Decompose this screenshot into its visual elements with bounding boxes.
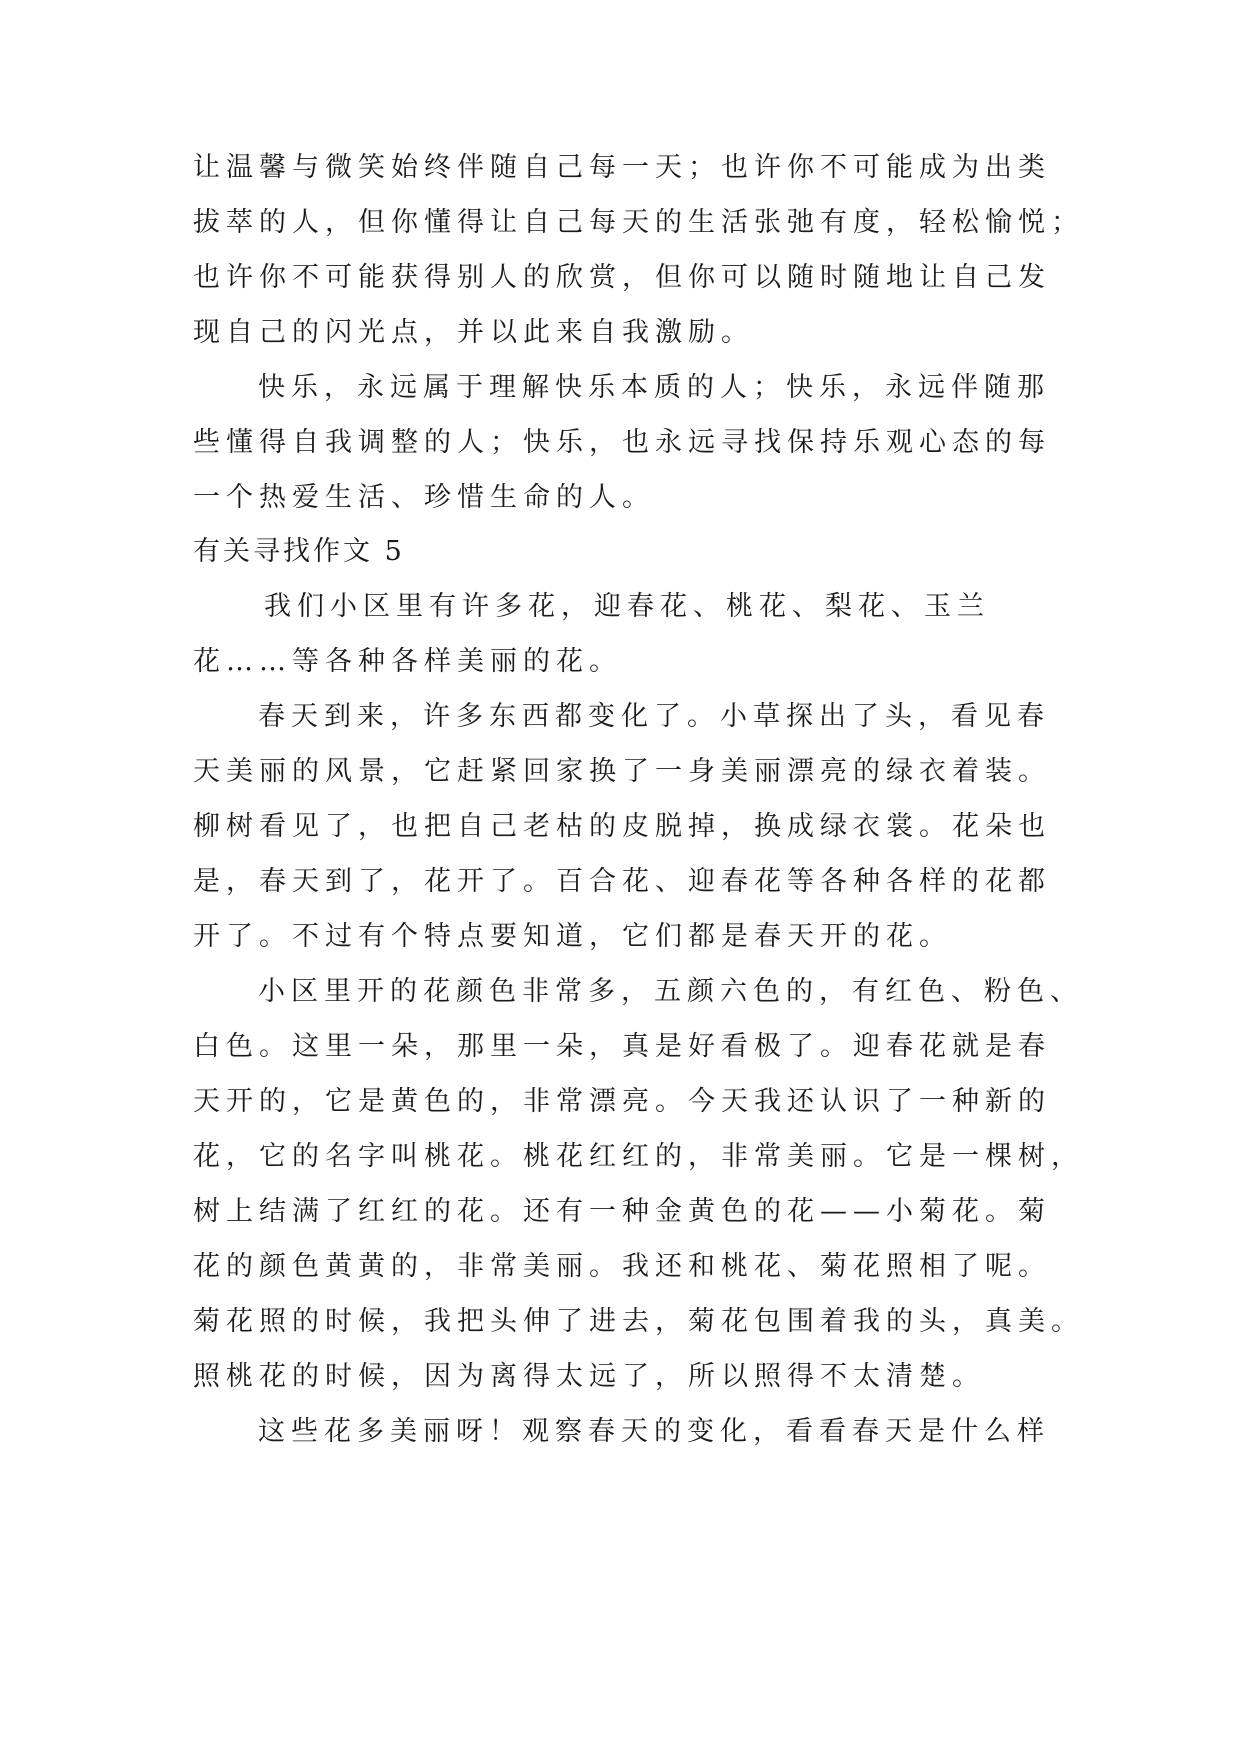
- paragraph-line: 菊花照的时候，我把头伸了进去，菊花包围着我的头，真美。: [193, 1306, 1084, 1337]
- paragraph-line: 是，春天到了，花开了。百合花、迎春花等各种各样的花都: [193, 866, 1051, 897]
- paragraph-line: 开了。不过有个特点要知道，它们都是春天开的花。: [193, 921, 952, 952]
- paragraph-line: 小区里开的花颜色非常多，五颜六色的，有红色、粉色、: [258, 976, 1083, 1007]
- paragraph-line: 柳树看见了，也把自己老枯的皮脱掉，换成绿衣裳。花朵也: [193, 811, 1051, 842]
- paragraph-line: 花……等各种各样美丽的花。: [193, 646, 622, 677]
- paragraph-line: 我们小区里有许多花，迎春花、桃花、梨花、玉兰: [264, 591, 990, 622]
- paragraph-line: 花的颜色黄黄的，非常美丽。我还和桃花、菊花照相了呢。: [193, 1251, 1051, 1282]
- paragraph-line: 些懂得自我调整的人；快乐，也永远寻找保持乐观心态的每: [193, 427, 1051, 458]
- paragraph-line: 拔萃的人，但你懂得让自己每天的生活张弛有度，轻松愉悦；: [193, 207, 1084, 238]
- paragraph-line: 也许你不可能获得别人的欣赏，但你可以随时随地让自己发: [193, 262, 1051, 293]
- paragraph-line: 这些花多美丽呀！观察春天的变化，看看春天是什么样: [258, 1416, 1050, 1447]
- paragraph-line: 让温馨与微笑始终伴随自己每一天；也许你不可能成为出类: [193, 152, 1051, 183]
- paragraph-line: 快乐，永远属于理解快乐本质的人；快乐，永远伴随那: [258, 372, 1050, 403]
- paragraph-line: 白色。这里一朵，那里一朵，真是好看极了。迎春花就是春: [193, 1031, 1051, 1062]
- paragraph-line: 树上结满了红红的花。还有一种金黄色的花——小菊花。菊: [193, 1196, 1051, 1227]
- paragraph-line: 照桃花的时候，因为离得太远了，所以照得不太清楚。: [193, 1361, 985, 1392]
- paragraph-line: 花，它的名字叫桃花。桃花红红的，非常美丽。它是一棵树，: [193, 1141, 1084, 1172]
- paragraph-line: 一个热爱生活、珍惜生命的人。: [193, 482, 655, 513]
- paragraph-line: 春天到来，许多东西都变化了。小草探出了头，看见春: [258, 701, 1050, 732]
- paragraph-line: 现自己的闪光点，并以此来自我激励。: [193, 317, 754, 348]
- section-heading: 有关寻找作文 5: [193, 536, 405, 567]
- paragraph-line: 天开的，它是黄色的，非常漂亮。今天我还认识了一种新的: [193, 1086, 1051, 1117]
- paragraph-line: 天美丽的风景，它赶紧回家换了一身美丽漂亮的绿衣着装。: [193, 756, 1051, 787]
